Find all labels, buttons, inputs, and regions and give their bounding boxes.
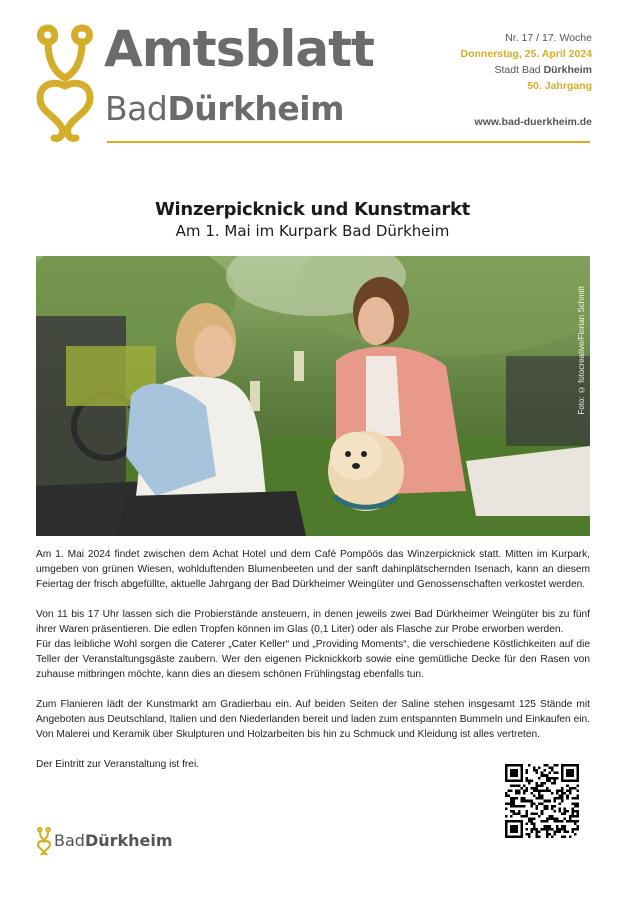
article-paragraph: Am 1. Mai 2024 findet zwischen dem Achat Hotel und dem Café Pompöös das Winzerpicknick statt. Mitten im Kurpark, umgeben von grünen Wiesen, wohlduftenden Blumenbeeten und der sanft dahinplätschernden Isenach, kann an diesem Feiertag der frisch abgefüllte, aktuelle Jahrgang der Bad Dürkheimer Weingüter und Genossenschaften verkostet werden. xyxy=(36,549,590,590)
bad-duerkheim-logo-icon xyxy=(34,20,96,146)
issue-number: Nr. 17 / 17. Woche xyxy=(505,32,592,44)
issue-date: Donnerstag, 25. April 2024 xyxy=(460,48,592,60)
website-link[interactable]: www.bad-duerkheim.de xyxy=(474,116,592,128)
article-paragraph: Von 11 bis 17 Uhr lassen sich die Probierstände ansteuern, in denen jeweils zwei Bad Dürkheimer Weingüter bis zu fünf ihrer Waren präsentieren. Die edlen Tropfen können im Glas (0,1 Liter) oder als Flasche zur Probe erworben werden. xyxy=(36,609,590,635)
article-headline: Winzerpicknick und Kunstmarkt xyxy=(154,199,470,220)
masthead-subtitle-bold: Dürkheim xyxy=(167,89,344,128)
article-paragraph: Für das leibliche Wohl sorgen die Caterer „Cater Keller“ und „Providing Moments“, die verschiedene Köstlichkeiten auf die Teller der Veranstaltungsgäste zaubern. Wer den eigenen Picknickkorb sowie eine gemütliche Decke für den Rasen von zuhause mitbringen möchte, kann dies an diesem schönen Frühlingstag ebenfalls tun. xyxy=(36,639,590,680)
footer-brand-light: Bad xyxy=(54,831,85,850)
photo-credit: Foto: © fotocreative/Florian Schmitt xyxy=(577,286,586,415)
article-subheadline: Am 1. Mai im Kurpark Bad Dürkheim xyxy=(175,222,450,240)
footer-logo-icon xyxy=(36,826,52,856)
masthead-subtitle-light: Bad xyxy=(105,89,168,128)
city-bold: Dürkheim xyxy=(543,64,592,76)
article-body xyxy=(36,547,590,787)
article-photo xyxy=(36,256,590,536)
masthead xyxy=(0,0,625,150)
article-paragraph: Zum Flanieren lädt der Kunstmarkt am Gradierbau ein. Auf beiden Seiten der Saline stehen insgesamt 125 Stände mit Angeboten aus Deutschland, Italien und den Niederlanden bereit und laden zum entspannten Bummeln und Einkaufen ein. Von Malerei und Keramik über Skulpturen und Holzarbeiten bis hin zu Schmuck und Kleidung ist alles vertreten. xyxy=(36,699,590,740)
masthead-subtitle xyxy=(105,89,344,128)
issue-meta xyxy=(461,30,593,94)
picnic-photo-illustration xyxy=(36,256,590,536)
issue-city xyxy=(461,62,593,78)
footer-brand-bold: Dürkheim xyxy=(84,831,173,850)
masthead-divider xyxy=(107,141,590,143)
masthead-title: Amtsblatt xyxy=(104,20,374,78)
footer-brand xyxy=(54,831,173,850)
article-paragraph: Der Eintritt zur Veranstaltung ist frei. xyxy=(36,759,200,770)
qr-code-icon[interactable] xyxy=(505,764,579,838)
issue-volume: 50. Jahrgang xyxy=(527,80,592,92)
city-prefix: Stadt Bad xyxy=(494,64,541,76)
